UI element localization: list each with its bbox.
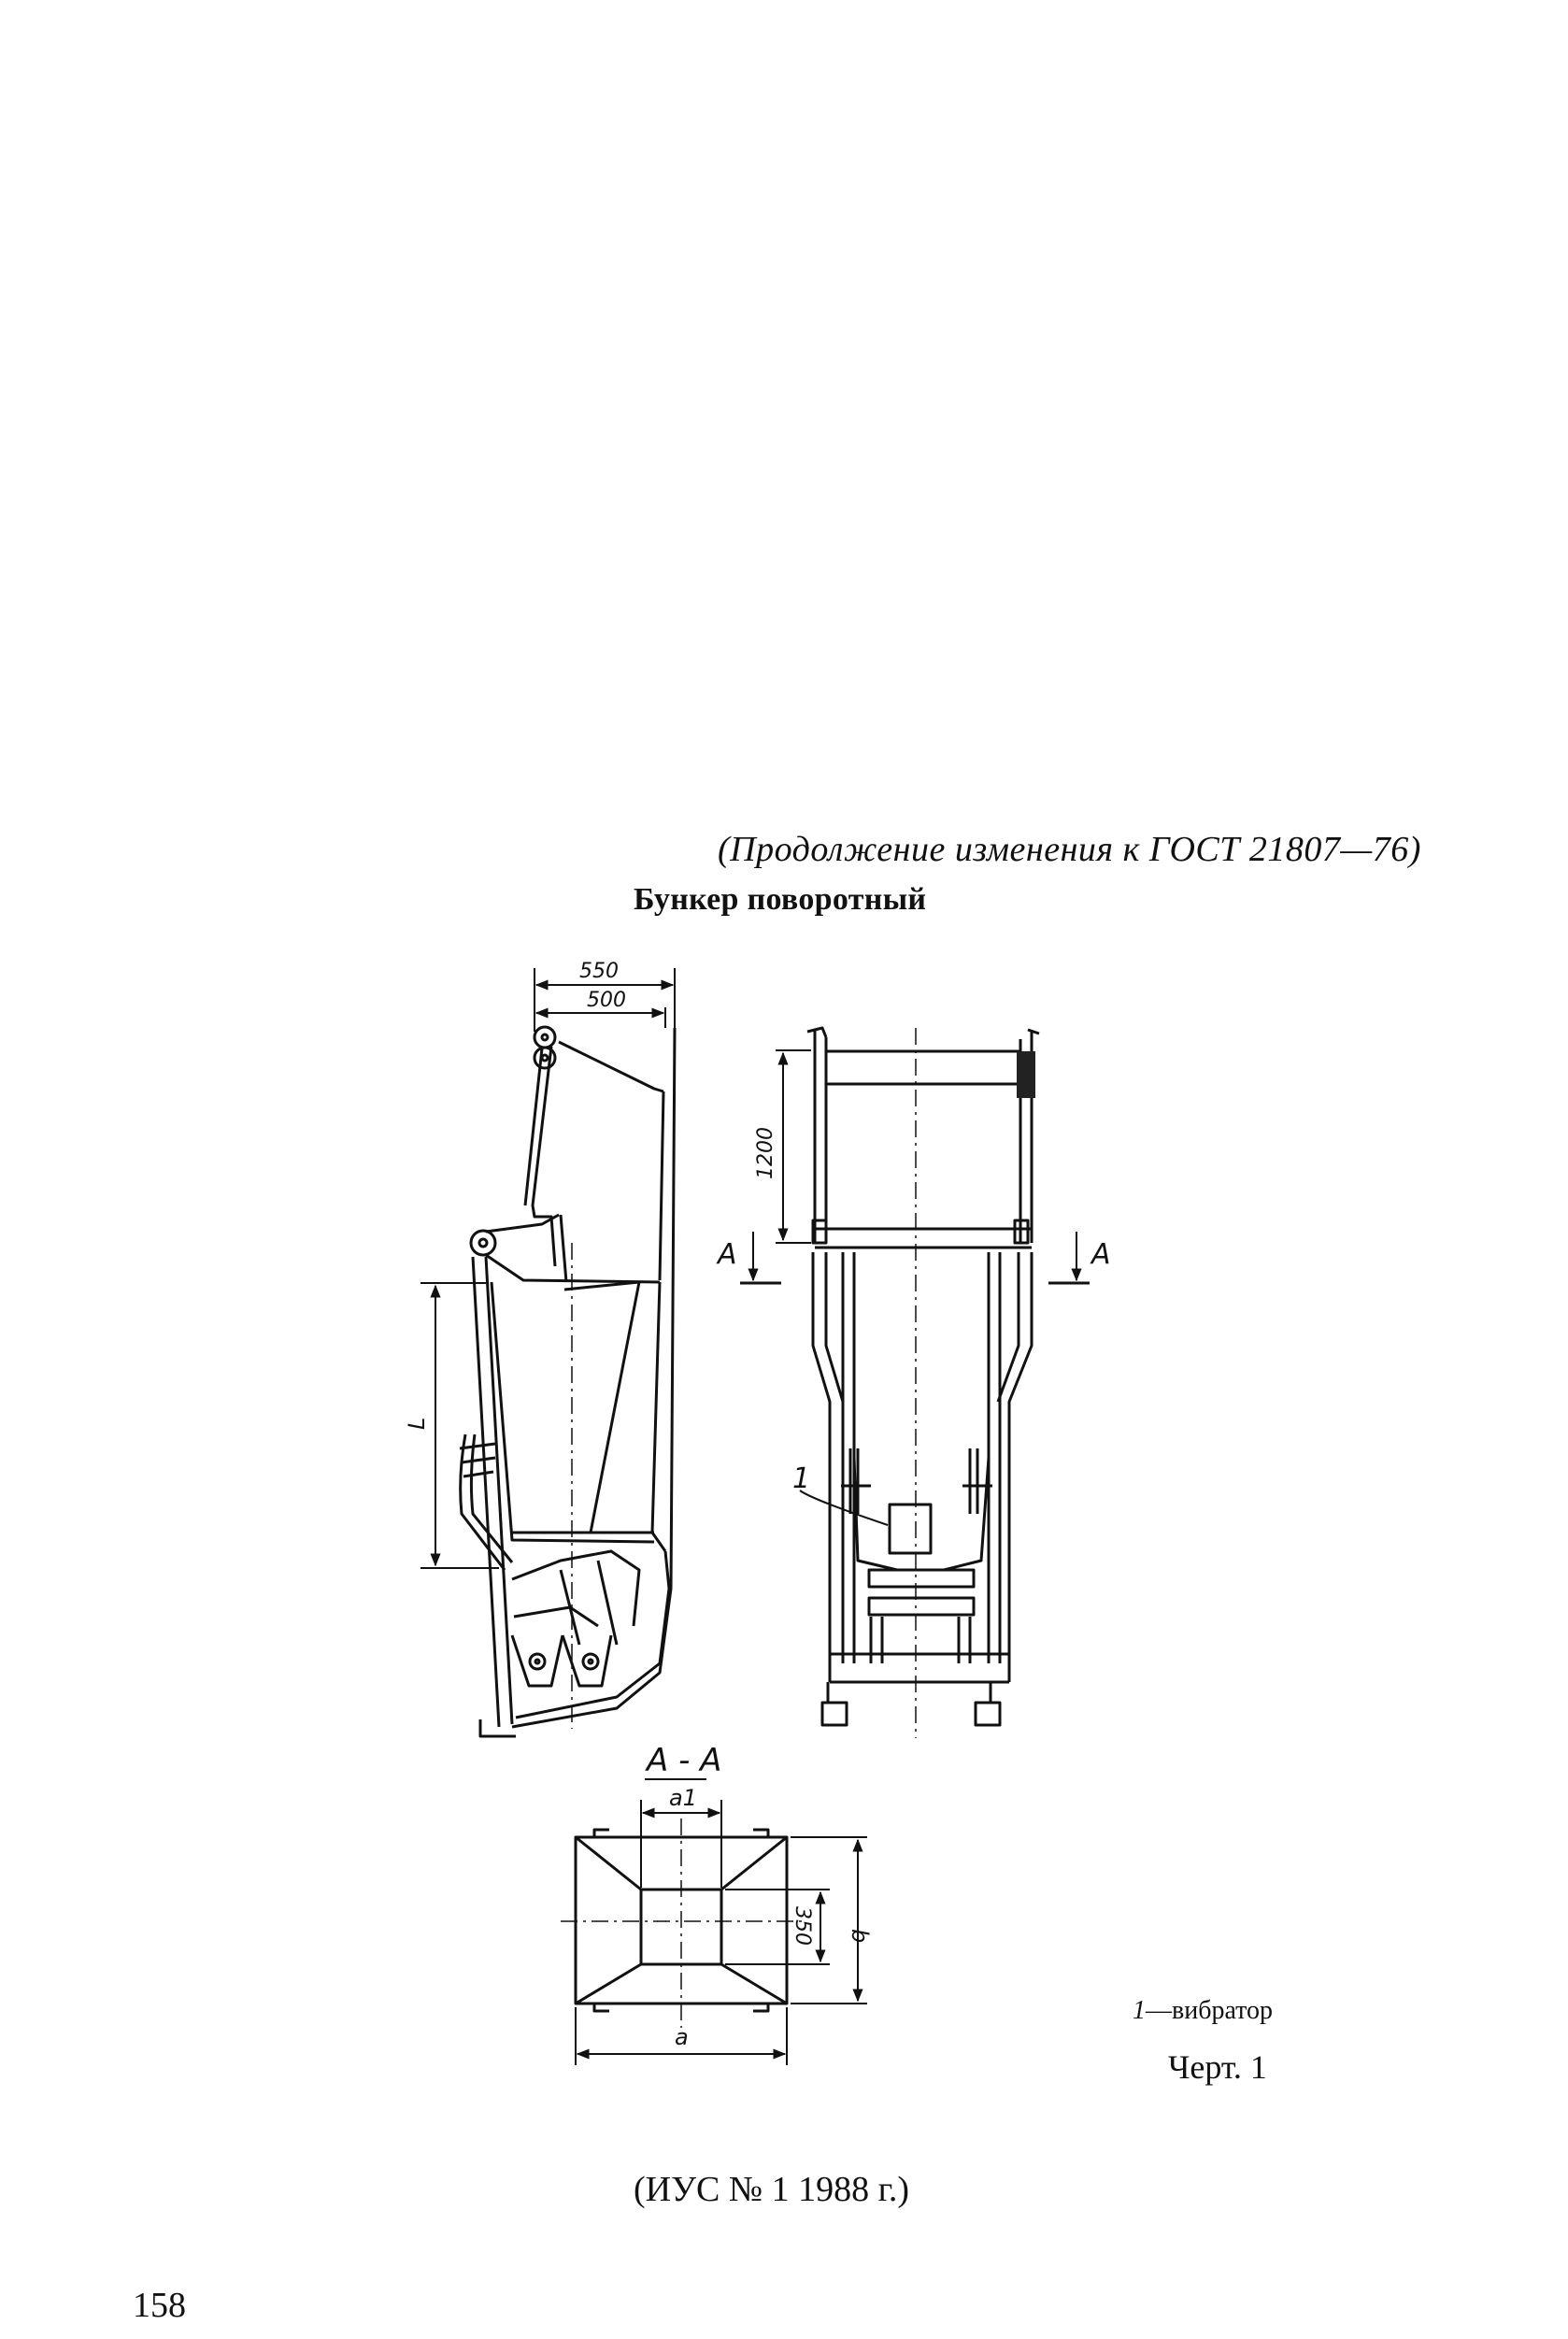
dim-a1-label: a1 (669, 1785, 697, 1811)
page-number: 158 (133, 2286, 186, 2325)
dim-1200-label: 1200 (754, 1127, 777, 1179)
section-mark-right: А (1091, 1238, 1111, 1271)
side-view (421, 968, 675, 1736)
dim-l-label: L (404, 1417, 430, 1430)
vibrator-callout: 1 (792, 1462, 811, 1495)
dim-b-label: b (847, 1929, 873, 1944)
drawing-title: Бункер поворотный (634, 882, 927, 917)
legend-text: —вибратор (1146, 1996, 1274, 2025)
section-a-a (561, 1779, 867, 2065)
front-view (740, 1028, 1090, 1738)
section-title: А - А (647, 1742, 722, 1779)
dim-550-label: 550 (579, 960, 619, 983)
source-note: (ИУС № 1 1988 г.) (634, 2170, 910, 2209)
dim-a-label: a (675, 2024, 689, 2050)
continuation-heading: (Продолжение изменения к ГОСТ 21807—76) (718, 830, 1421, 869)
dim-350-label: 350 (791, 1906, 814, 1946)
dim-500-label: 500 (587, 989, 626, 1012)
legend-number: 1 (1133, 1996, 1146, 2025)
section-mark-left: А (718, 1238, 737, 1271)
legend (1133, 1998, 1273, 2024)
figure-label: Черт. 1 (1168, 2048, 1267, 2086)
